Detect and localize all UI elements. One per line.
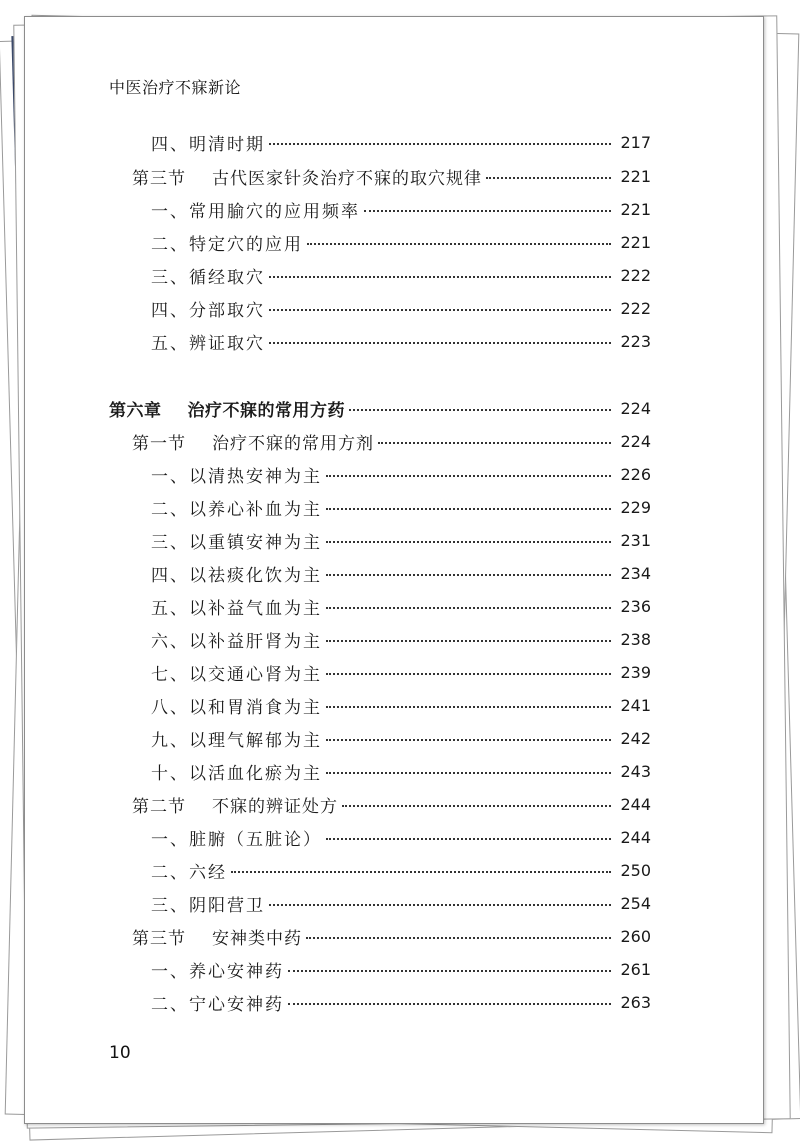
toc-page-number: 236 — [620, 596, 651, 616]
dot-leader — [326, 706, 611, 708]
section-title: 古代医家针灸治疗不寐的取穴规律 — [212, 168, 482, 189]
toc-page-number: 263 — [620, 992, 651, 1012]
toc-page-number: 217 — [620, 132, 651, 152]
chapter-number: 第六章 — [109, 400, 162, 421]
section-number: 第三节 — [132, 928, 186, 949]
toc-entry-label: 一、常用腧穴的应用频率 — [151, 201, 360, 222]
toc-page-number: 260 — [620, 926, 651, 946]
toc-entry-label: 五、以补益气血为主 — [151, 598, 322, 619]
toc-page-number: 224 — [620, 431, 651, 451]
dot-leader — [326, 541, 611, 543]
toc-entry-label: 四、分部取穴 — [151, 300, 265, 321]
toc-entry-label: 三、阴阳营卫 — [151, 895, 265, 916]
toc-entry[interactable] — [151, 890, 651, 916]
dot-leader — [378, 442, 611, 444]
dot-leader — [326, 475, 611, 477]
toc-page-number: 244 — [620, 827, 651, 847]
toc-page-number: 231 — [620, 530, 651, 550]
dot-leader — [326, 772, 611, 774]
dot-leader — [306, 937, 611, 939]
dot-leader — [307, 243, 611, 245]
toc-entry-label: 四、以祛痰化饮为主 — [151, 565, 322, 586]
section-number: 第一节 — [132, 433, 186, 454]
toc-entry[interactable] — [151, 758, 651, 784]
toc-entry[interactable] — [151, 626, 651, 652]
toc-entry-label: 三、循经取穴 — [151, 267, 265, 288]
toc-chapter[interactable] — [109, 395, 651, 421]
dot-leader — [288, 970, 611, 972]
toc-entry-label: 四、明清时期 — [151, 134, 265, 155]
toc-entry[interactable] — [151, 560, 651, 586]
toc-page-number: 229 — [620, 497, 651, 517]
toc-entry[interactable] — [151, 692, 651, 718]
toc-page-number: 244 — [620, 794, 651, 814]
toc-page-number: 222 — [620, 298, 651, 318]
toc-entry[interactable] — [151, 527, 651, 553]
toc-page-number: 234 — [620, 563, 651, 583]
toc-section[interactable] — [132, 163, 651, 189]
toc-entry-label: 一、脏腑（五脏论） — [151, 829, 322, 850]
toc-page-number: 222 — [620, 265, 651, 285]
book-page — [24, 16, 764, 1124]
running-header: 中医治疗不寐新论 — [109, 78, 242, 97]
toc-entry[interactable] — [151, 328, 651, 354]
toc-page-number: 241 — [620, 695, 651, 715]
toc-page-number: 239 — [620, 662, 651, 682]
toc-page-number: 226 — [620, 464, 651, 484]
toc-page-number: 221 — [620, 232, 651, 252]
toc-entry[interactable] — [151, 262, 651, 288]
dot-leader — [288, 1003, 611, 1005]
page-number: 10 — [109, 1043, 131, 1063]
toc-entry-label: 一、以清热安神为主 — [151, 466, 322, 487]
dot-leader — [326, 640, 611, 642]
toc-section[interactable] — [132, 428, 651, 454]
toc-entry-label: 一、养心安神药 — [151, 961, 284, 982]
toc-entry[interactable] — [151, 494, 651, 520]
toc-entry[interactable] — [151, 196, 651, 222]
dot-leader — [269, 342, 611, 344]
dot-leader — [326, 838, 611, 840]
toc-entry-label: 八、以和胃消食为主 — [151, 697, 322, 718]
dot-leader — [486, 177, 611, 179]
dot-leader — [326, 574, 611, 576]
toc-section[interactable] — [132, 923, 651, 949]
toc-entry-label: 十、以活血化瘀为主 — [151, 763, 322, 784]
toc-entry[interactable] — [151, 461, 651, 487]
section-title: 治疗不寐的常用方剂 — [212, 433, 374, 454]
dot-leader — [326, 607, 611, 609]
toc-page-number: 250 — [620, 860, 651, 880]
dot-leader — [269, 309, 611, 311]
toc-page-number: 238 — [620, 629, 651, 649]
toc-page-number: 242 — [620, 728, 651, 748]
dot-leader — [269, 143, 611, 145]
dot-leader — [326, 739, 611, 741]
toc-page-number: 221 — [620, 166, 651, 186]
toc-entry[interactable] — [151, 824, 651, 850]
toc-entry-label: 二、特定穴的应用 — [151, 234, 303, 255]
toc-entry[interactable] — [151, 659, 651, 685]
dot-leader — [326, 508, 611, 510]
toc-entry[interactable] — [151, 229, 651, 255]
section-number: 第二节 — [132, 796, 186, 817]
chapter-title: 治疗不寐的常用方药 — [187, 400, 345, 421]
toc-entry[interactable] — [151, 956, 651, 982]
toc-entry-label: 二、宁心安神药 — [151, 994, 284, 1015]
toc-page-number: 254 — [620, 893, 651, 913]
toc-entry-label: 九、以理气解郁为主 — [151, 730, 322, 751]
dot-leader — [269, 276, 611, 278]
dot-leader — [231, 871, 611, 873]
toc-entry[interactable] — [151, 857, 651, 883]
toc-entry-label: 七、以交通心肾为主 — [151, 664, 322, 685]
toc-page-number: 223 — [620, 331, 651, 351]
dot-leader — [269, 904, 611, 906]
section-number: 第三节 — [132, 168, 186, 189]
toc-entry-label: 六、以补益肝肾为主 — [151, 631, 322, 652]
toc-entry[interactable] — [151, 725, 651, 751]
toc-page-number: 243 — [620, 761, 651, 781]
section-title: 不寐的辨证处方 — [212, 796, 338, 817]
toc-entry-label: 二、以养心补血为主 — [151, 499, 322, 520]
dot-leader — [349, 409, 611, 411]
dot-leader — [342, 805, 611, 807]
toc-entry[interactable] — [151, 593, 651, 619]
toc-page-number: 261 — [620, 959, 651, 979]
dot-leader — [364, 210, 611, 212]
toc-entry-label: 二、六经 — [151, 862, 227, 883]
toc-entry[interactable] — [151, 989, 651, 1015]
toc-entry-label: 五、辨证取穴 — [151, 333, 265, 354]
toc-section[interactable] — [132, 791, 651, 817]
toc-entry[interactable] — [151, 129, 651, 155]
dot-leader — [326, 673, 611, 675]
toc-entry[interactable] — [151, 295, 651, 321]
section-title: 安神类中药 — [212, 928, 302, 949]
toc-entry-label: 三、以重镇安神为主 — [151, 532, 322, 553]
toc-page-number: 224 — [620, 398, 651, 418]
toc-page-number: 221 — [620, 199, 651, 219]
